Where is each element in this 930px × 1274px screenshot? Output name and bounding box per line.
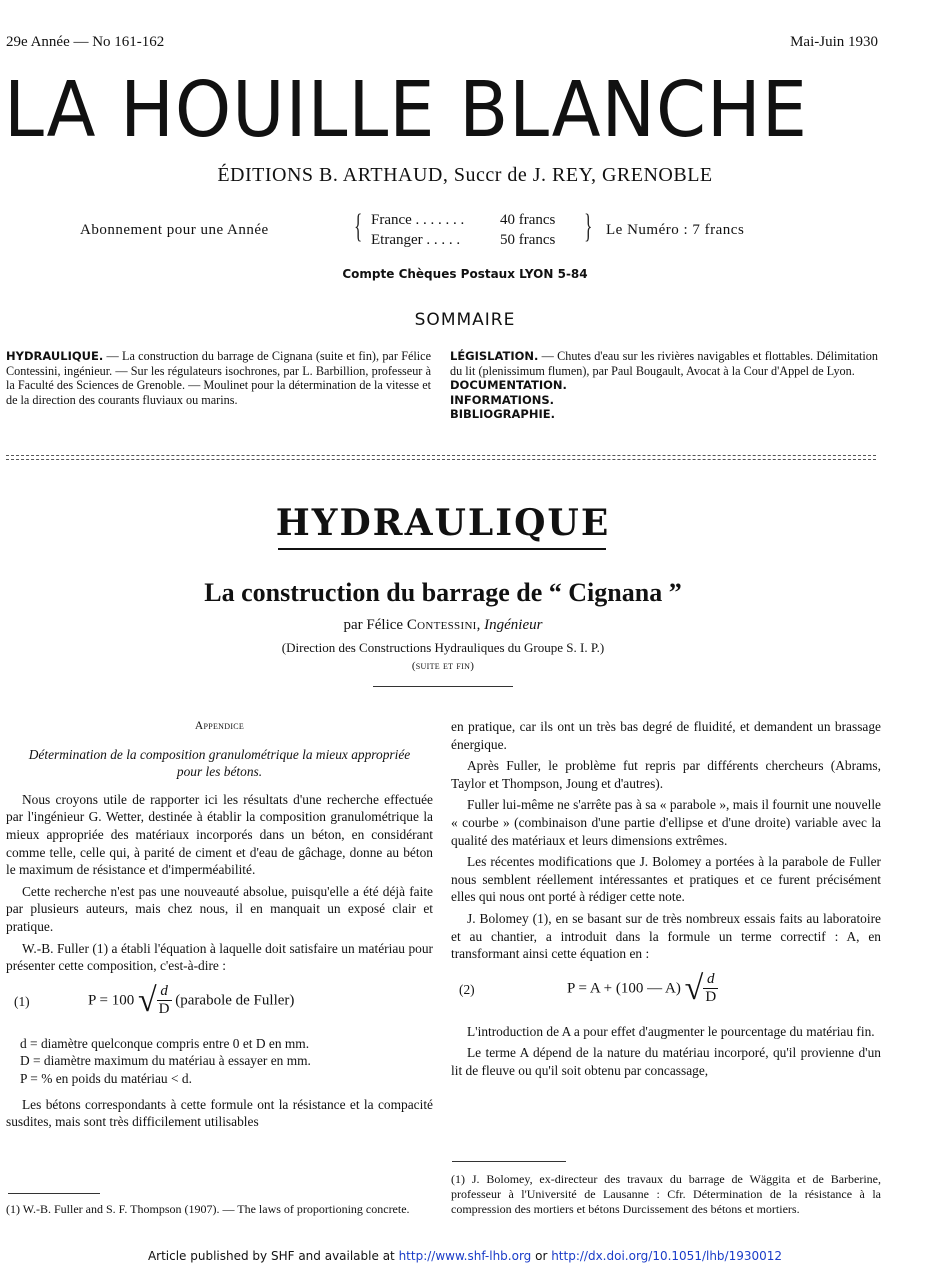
sommaire-hydraulique-head: HYDRAULIQUE. bbox=[6, 349, 104, 363]
right-brace-icon: } bbox=[584, 208, 593, 245]
article-title: La construction du barrage de “ Cignana ” bbox=[204, 578, 682, 607]
article-author: par Félice Contessini, Ingénieur bbox=[343, 617, 543, 633]
equation-lhs: P = A + (100 — A) bbox=[567, 980, 681, 997]
fraction bbox=[703, 971, 718, 1007]
postal-account: Compte Chèques Postaux LYON 5-84 bbox=[342, 267, 588, 281]
definitions bbox=[6, 1035, 433, 1088]
definition-P: P = % en poids du matériau < d. bbox=[20, 1070, 192, 1086]
section-title: HYDRAULIQUE bbox=[275, 502, 611, 544]
paragraph: Les bétons correspondants à cette formule ont la résistance et la compacité susdites, mais sont très difficilement utilisables bbox=[6, 1096, 433, 1130]
sommaire-right bbox=[450, 349, 878, 422]
paragraph: Après Fuller, le problème fut repris par différents chercheurs (Abrams, Taylor et Thompson, Joung et d'autres). bbox=[451, 758, 881, 791]
paragraph: L'introduction de A a pour effet d'augmenter le pourcentage du matériau fin. bbox=[467, 1023, 875, 1039]
author-affiliation: (Direction des Constructions Hydrauliques du Groupe S. I. P.) bbox=[281, 640, 605, 655]
divider-rule bbox=[6, 459, 876, 460]
sommaire-bibliographie: BIBLIOGRAPHIE. bbox=[450, 407, 555, 422]
paragraph: Cette recherche n'est pas une nouveauté absolue, puisqu'elle a été déjà faite par plusieurs auteurs, mais chez nous, il en manquait un exposé clair et pratique. bbox=[6, 883, 433, 934]
doi-link[interactable]: http://dx.doi.org/10.1051/lhb/1930012 bbox=[551, 1249, 783, 1263]
numerator: d bbox=[703, 971, 718, 990]
paragraph: Le terme A dépend de la nature du matériau incorporé, qu'il provienne d'un lit de fleuve ou qu'il soit obtenu par concassage, bbox=[451, 1045, 881, 1078]
equation-number: (1) bbox=[14, 993, 30, 1009]
publisher-line: ÉDITIONS B. ARTHAUD, Succr de J. REY, GRENOBLE bbox=[217, 164, 713, 186]
sommaire-informations: INFORMATIONS. bbox=[450, 392, 555, 407]
sommaire-title: SOMMAIRE bbox=[414, 310, 516, 330]
appendix-heading: Appendice bbox=[194, 720, 245, 732]
right-column bbox=[451, 718, 881, 1084]
sqrt-icon: √ bbox=[684, 969, 704, 1007]
footer-or: or bbox=[531, 1249, 552, 1263]
author-name: Contessini bbox=[406, 617, 477, 633]
sommaire-left bbox=[6, 349, 431, 407]
france-label: France . . . . . . . bbox=[371, 212, 465, 228]
footnote-rule bbox=[8, 1193, 100, 1194]
left-column bbox=[6, 718, 433, 1135]
footnote-right: (1) J. Bolomey, ex-directeur des travaux du barrage de Wäggita et de Barberine, professeur à l'Université de Lausanne : Cfr. Détermination de la résistance à la compression des mortiers et bétons Durcissement des bétons et mortiers. bbox=[451, 1172, 881, 1216]
numerator: d bbox=[157, 983, 172, 1002]
section-underline bbox=[278, 548, 606, 550]
definition-d: d = diamètre quelconque compris entre 0 et D en mm. bbox=[20, 1035, 310, 1051]
equation-body bbox=[88, 983, 294, 1019]
sommaire-documentation: DOCUMENTATION. bbox=[450, 378, 567, 393]
denominator: D bbox=[705, 989, 717, 1006]
fraction bbox=[157, 983, 172, 1019]
decorative-rule bbox=[373, 686, 513, 687]
sommaire-legislation-text: — Chutes d'eau sur les rivières navigables et flottables. Délimitation du lit (plenissimum flumen), par Paul Bougault, Avocat à la Cour d'Appel de Lyon. bbox=[450, 349, 878, 378]
single-issue-price: Le Numéro : 7 francs bbox=[606, 222, 745, 238]
etranger-price: 50 francs bbox=[500, 232, 556, 248]
footer-prefix: Article published by SHF and available at bbox=[147, 1249, 399, 1263]
equation-1 bbox=[6, 979, 433, 1027]
equation-body bbox=[567, 971, 718, 1007]
suite-et-fin: (suite et fin) bbox=[411, 660, 475, 672]
sqrt-icon: √ bbox=[138, 981, 157, 1019]
equation-2 bbox=[451, 967, 881, 1015]
footnote-left: (1) W.-B. Fuller and S. F. Thompson (1907). — The laws of proportioning concrete. bbox=[6, 1202, 410, 1216]
equation-lhs: P = 100 bbox=[88, 992, 135, 1009]
paragraph: en pratique, car ils ont un très bas degré de fluidité, et demandent un brassage énergique. bbox=[451, 719, 881, 752]
subscription-label: Abonnement pour une Année bbox=[80, 222, 269, 238]
etranger-label: Etranger . . . . . bbox=[371, 232, 461, 248]
publication-footer bbox=[0, 1249, 930, 1263]
author-title: Ingénieur bbox=[484, 617, 543, 633]
definition-D: D = diamètre maximum du matériau à essayer en mm. bbox=[20, 1053, 311, 1069]
denominator: D bbox=[158, 1001, 170, 1018]
equation-number: (2) bbox=[459, 981, 475, 997]
issue-date: Mai-Juin 1930 bbox=[790, 34, 878, 50]
shf-link[interactable]: http://www.shf-lhb.org bbox=[398, 1249, 532, 1263]
paragraph: W.-B. Fuller (1) a établi l'équation à laquelle doit satisfaire un matériau pour présenter cette composition, c'est-à-dire : bbox=[6, 940, 433, 974]
issue-number: 29e Année — No 161-162 bbox=[6, 34, 165, 50]
appendix-subtitle: Détermination de la composition granulométrique la mieux appropriée pour les bétons. bbox=[28, 746, 411, 780]
sommaire-legislation-head: LÉGISLATION. bbox=[450, 349, 539, 363]
paragraph: Les récentes modifications que J. Bolomey a portées à la parabole de Fuller nous semblent réellement intéressantes et pratiques et ce furent précisément elles qui nous ont porté à rédiger cette note. bbox=[451, 854, 881, 905]
footnote-rule bbox=[452, 1161, 566, 1162]
subscription-box bbox=[80, 210, 810, 254]
author-prefix: par Félice bbox=[343, 617, 407, 633]
paragraph: Nous croyons utile de rapporter ici les résultats d'une recherche effectuée par l'ingénieur G. Wetter, destinée à établir la composition granulométrique la mieux appropriée des matériaux incorporés dans un béton, en considérant comme telle, celle qui, à parité de ciment et d'eau de gâchage, donne au béton le maximum de résistance et d'imperméabilité. bbox=[6, 791, 433, 878]
paragraph: Fuller lui-même ne s'arrête pas à sa « parabole », mais il fournit une nouvelle « courbe » (combinaison d'une partie d'ellipse et d'une droite) variable avec la qualité des matériaux et leurs dimensions extrêmes. bbox=[451, 797, 881, 848]
sommaire-hydraulique-text: — La construction du barrage de Cignana (suite et fin), par Félice Contessini, ingénieur. — Sur les régulateurs isochrones, par L. Barbillion, professeur à la Faculté des Sciences de Grenoble. — Moulinet pour la détermination de la vitesse et de la direction des courants fluviaux ou marins. bbox=[6, 349, 431, 407]
paragraph: J. Bolomey (1), en se basant sur de très nombreux essais faits au laboratoire et au chantier, a introduit dans la formule un terme correctif : A, en transformant ainsi cette équation en : bbox=[451, 910, 881, 962]
divider-rule bbox=[6, 455, 876, 456]
left-brace-icon: { bbox=[354, 208, 363, 245]
journal-masthead: LA HOUILLE BLANCHE bbox=[4, 66, 808, 155]
france-price: 40 francs bbox=[500, 212, 556, 228]
equation-note: (parabole de Fuller) bbox=[175, 992, 295, 1009]
